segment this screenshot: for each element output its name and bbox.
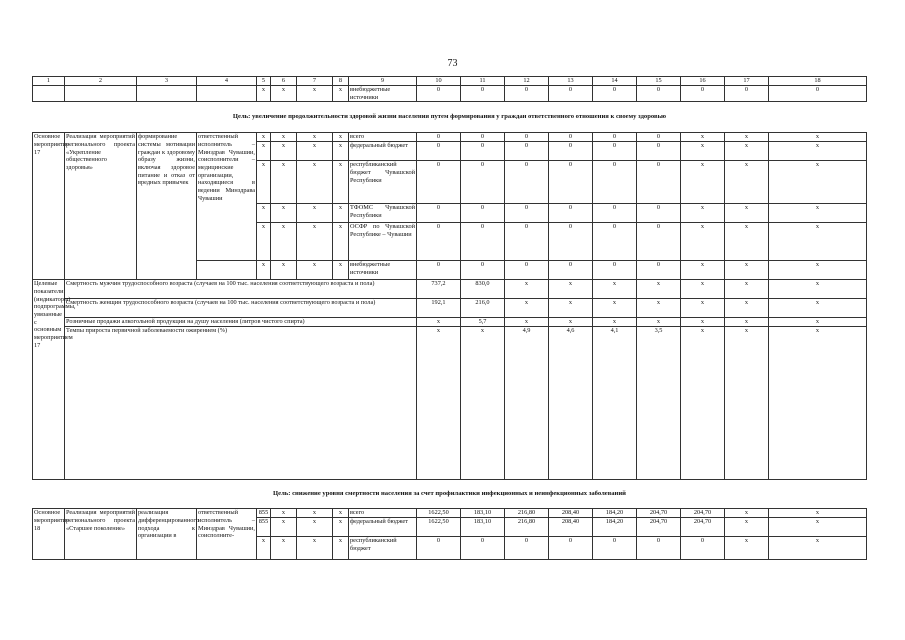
table-cell: 184,20 [593, 518, 637, 537]
table-cell: 0 [593, 204, 637, 223]
table-cell: 0 [505, 223, 549, 261]
table-cell: x [769, 299, 867, 318]
funding-source: ОСФР по Чувашской Республике – Чувашии [349, 223, 417, 261]
table-cell: 183,10 [461, 509, 505, 518]
table-cell: 208,40 [549, 518, 593, 537]
column-header: 4 [197, 77, 257, 86]
column-header: 7 [297, 77, 333, 86]
table-cell: x [769, 133, 867, 142]
table-cell: 0 [681, 86, 725, 102]
column-header: 16 [681, 77, 725, 86]
table-cell: 0 [549, 204, 593, 223]
table-cell: x [725, 299, 769, 318]
column-header: 2 [65, 77, 137, 86]
measure-name: Основное мероприятие 18 [33, 509, 65, 560]
page-number: 73 [447, 58, 458, 69]
funding-source: внебюджетные источники [349, 261, 417, 280]
funding-source: всего [349, 133, 417, 142]
indicators-label: Целевые показатели (индикаторы) подпрограммы, увязанные с основным мероприятием 17 [33, 280, 65, 480]
table-cell: x [769, 261, 867, 280]
table-cell: x [297, 223, 333, 261]
indicator-text: Смертность женщин трудоспособного возраста (случаев на 100 тыс. населения соответствующего возраста и пола) [65, 299, 417, 318]
table-cell: x [271, 142, 297, 161]
column-header: 13 [549, 77, 593, 86]
table-cell: 0 [417, 133, 461, 142]
table-cell: x [725, 280, 769, 299]
table-cell [33, 86, 65, 102]
table-cell: x [725, 223, 769, 261]
table-cell: x [297, 261, 333, 280]
table-cell: x [333, 261, 349, 280]
table-cell: 0 [593, 133, 637, 142]
table-cell: 4,1 [593, 327, 637, 480]
table-cell: 0 [549, 142, 593, 161]
table-cell: 0 [637, 161, 681, 204]
table-cell: x [333, 509, 349, 518]
table-cell: x [681, 280, 725, 299]
table-cell: x [297, 142, 333, 161]
table-cell: 0 [417, 204, 461, 223]
funding-source: всего [349, 509, 417, 518]
table-cell: x [297, 518, 333, 537]
table-row [33, 133, 867, 142]
table-cell: x [681, 327, 725, 480]
funding-source: республиканский бюджет [349, 537, 417, 560]
indicator-row [33, 327, 867, 480]
table-cell: 0 [637, 142, 681, 161]
table-cell: x [549, 318, 593, 327]
column-header: 17 [725, 77, 769, 86]
table-cell: x [769, 509, 867, 518]
table-cell: 0 [417, 223, 461, 261]
table-cell: 0 [461, 204, 505, 223]
table-cell: 192,1 [417, 299, 461, 318]
table-cell: 204,70 [637, 509, 681, 518]
table-cell: 3,5 [637, 327, 681, 480]
table-cell: x [417, 327, 461, 480]
table-cell: x [725, 327, 769, 480]
table-cell: 0 [417, 142, 461, 161]
table-cell: x [333, 518, 349, 537]
table-cell: x [681, 133, 725, 142]
table-cell: x [725, 518, 769, 537]
table-cell: 0 [505, 161, 549, 204]
table-cell: 0 [549, 261, 593, 280]
table-cell: 0 [461, 86, 505, 102]
table-cell: x [505, 299, 549, 318]
table-cell: 0 [593, 537, 637, 560]
goal-heading: Цель: увеличение продолжительности здоровой жизни населения путем формирования у граждан ответственного отношения к своему здоровью [33, 102, 867, 133]
funding-source: федеральный бюджет [349, 142, 417, 161]
project-name: Реализация мероприятий регионального проекта «Укрепление общественного здоровья» [65, 133, 137, 280]
column-header: 3 [137, 77, 197, 86]
table-cell: 0 [549, 86, 593, 102]
table-cell: 4,6 [549, 327, 593, 480]
column-header: 1 [33, 77, 65, 86]
table-cell: x [681, 261, 725, 280]
table-cell: x [593, 299, 637, 318]
table-cell: x [681, 223, 725, 261]
table-cell: x [769, 327, 867, 480]
table-cell: 0 [637, 86, 681, 102]
table-cell: 0 [505, 133, 549, 142]
table-cell: x [769, 204, 867, 223]
table-cell: x [333, 133, 349, 142]
table-cell: x [725, 161, 769, 204]
table-cell: 830,0 [461, 280, 505, 299]
table-cell: x [681, 318, 725, 327]
column-header: 14 [593, 77, 637, 86]
table-cell: x [681, 204, 725, 223]
column-header: 5 [257, 77, 271, 86]
table-cell: x [681, 161, 725, 204]
table-cell: x [637, 318, 681, 327]
indicator-text: Темпы прироста первичной заболеваемости ожирением (%) [65, 327, 417, 480]
table-cell: 0 [637, 537, 681, 560]
table-cell: x [297, 509, 333, 518]
header-row [33, 77, 867, 86]
table-cell: 0 [637, 133, 681, 142]
table-cell: x [297, 161, 333, 204]
table-cell: 737,2 [417, 280, 461, 299]
table-cell: x [769, 223, 867, 261]
indicator-row [33, 299, 867, 318]
column-header: 10 [417, 77, 461, 86]
table-cell: 0 [505, 142, 549, 161]
table-cell: x [637, 299, 681, 318]
table-cell: 0 [593, 261, 637, 280]
table-cell: 0 [769, 86, 867, 102]
table-cell: 0 [461, 537, 505, 560]
table-cell: x [681, 142, 725, 161]
table-cell: x [297, 204, 333, 223]
table-cell: 5,7 [461, 318, 505, 327]
executor: ответственный исполнитель – Минздрав Чувашии, соисполнители – медицинские организации, находящиеся в ведении Минздрава Чувашии [197, 133, 257, 261]
table-cell: x [257, 537, 271, 560]
table-cell: x [769, 318, 867, 327]
table-cell: 0 [681, 537, 725, 560]
table-cell: x [257, 161, 271, 204]
table-cell: 0 [637, 261, 681, 280]
table-cell: x [257, 86, 271, 102]
executor: ответственный исполнитель – Минздрав Чувашии, соисполните- [197, 509, 257, 560]
table-cell: 0 [505, 537, 549, 560]
table-cell: x [271, 133, 297, 142]
table-cell: x [271, 518, 297, 537]
table-cell: 0 [593, 161, 637, 204]
table-cell: 4,9 [505, 327, 549, 480]
table-cell: x [257, 223, 271, 261]
table-cell: 0 [505, 204, 549, 223]
funding-source: республиканский бюджет Чувашской Республики [349, 161, 417, 204]
project-name: Реализация мероприятий регионального проекта «Старшее поколение» [65, 509, 137, 560]
table-cell: 0 [725, 86, 769, 102]
table-cell: x [549, 299, 593, 318]
table-cell: 216,80 [505, 518, 549, 537]
budget-table [32, 76, 867, 560]
table-cell: x [681, 299, 725, 318]
table-cell: 204,70 [681, 509, 725, 518]
table-cell: x [725, 509, 769, 518]
table-cell: x [333, 537, 349, 560]
table-cell: 1622,50 [417, 509, 461, 518]
table-cell: 0 [505, 86, 549, 102]
table-cell: 0 [549, 133, 593, 142]
table-cell: x [769, 161, 867, 204]
table-cell: 0 [461, 161, 505, 204]
funding-source: ТФОМС Чувашской Республики [349, 204, 417, 223]
table-cell: x [333, 142, 349, 161]
table-cell: x [769, 537, 867, 560]
table-cell: x [271, 537, 297, 560]
table-row [33, 509, 867, 518]
table-row [33, 86, 867, 102]
table-cell: x [769, 280, 867, 299]
funding-source: федеральный бюджет [349, 518, 417, 537]
table-cell: x [333, 86, 349, 102]
column-header: 12 [505, 77, 549, 86]
table-cell: x [593, 318, 637, 327]
table-cell: x [725, 133, 769, 142]
table-cell: x [637, 280, 681, 299]
table-cell: x [725, 318, 769, 327]
table-cell: 0 [417, 537, 461, 560]
goal-row [33, 102, 867, 133]
table-cell: x [271, 86, 297, 102]
column-header: 15 [637, 77, 681, 86]
table-cell: x [725, 261, 769, 280]
table-cell: 0 [549, 537, 593, 560]
table-cell: 0 [505, 261, 549, 280]
table-cell: 0 [417, 161, 461, 204]
column-header: 11 [461, 77, 505, 86]
table-cell: x [333, 161, 349, 204]
funding-source: внебюджетные источники [349, 86, 417, 102]
table-cell: 0 [593, 142, 637, 161]
table-cell: x [271, 223, 297, 261]
table-cell: 216,0 [461, 299, 505, 318]
table-cell: x [297, 537, 333, 560]
table-cell: x [257, 142, 271, 161]
table-cell: 0 [593, 223, 637, 261]
column-header: 6 [271, 77, 297, 86]
table-cell: 204,70 [681, 518, 725, 537]
table-cell: x [271, 204, 297, 223]
measure-goal: формирование системы мотивации граждан к здоровому образу жизни, включая здоровое питание и отказ от вредных привычек [137, 133, 197, 280]
indicator-text: Розничные продажи алкогольной продукции на душу населения (литров чистого спирта) [65, 318, 417, 327]
table-cell: x [725, 204, 769, 223]
table-cell: 0 [461, 261, 505, 280]
table-cell [137, 86, 197, 102]
table-cell: 0 [549, 223, 593, 261]
table-cell [197, 261, 257, 280]
column-header: 9 [349, 77, 417, 86]
table-cell: x [333, 204, 349, 223]
indicator-row [33, 318, 867, 327]
table-cell [65, 86, 137, 102]
table-cell: x [297, 133, 333, 142]
table-cell: x [257, 261, 271, 280]
table-cell: x [505, 280, 549, 299]
table-cell: x [271, 509, 297, 518]
table-cell: x [271, 161, 297, 204]
table-cell: x [297, 86, 333, 102]
table-cell: 1622,50 [417, 518, 461, 537]
table-cell: 204,70 [637, 518, 681, 537]
table-cell: 216,80 [505, 509, 549, 518]
table-cell: 0 [637, 223, 681, 261]
table-cell: x [769, 518, 867, 537]
table-cell: x [257, 133, 271, 142]
table-cell: 0 [461, 133, 505, 142]
table-cell [197, 86, 257, 102]
column-header: 8 [333, 77, 349, 86]
table-cell: x [725, 537, 769, 560]
table-cell: 0 [549, 161, 593, 204]
indicator-row [33, 280, 867, 299]
table-cell: 0 [417, 86, 461, 102]
table-cell: 855 [257, 509, 271, 518]
table-cell: x [725, 142, 769, 161]
table-cell: x [549, 280, 593, 299]
table-cell: x [769, 142, 867, 161]
measure-name: Основное мероприятие 17 [33, 133, 65, 280]
goal-row [33, 480, 867, 509]
table-cell: 183,10 [461, 518, 505, 537]
column-header: 18 [769, 77, 867, 86]
table-cell: 0 [461, 223, 505, 261]
measure-goal: реализация дифференцированного подхода к организации в [137, 509, 197, 560]
table-cell: x [333, 223, 349, 261]
table-cell: x [271, 261, 297, 280]
goal-heading: Цель: снижение уровня смертности населения за счет профилактики инфекционных и неинфекционных заболеваний [33, 480, 867, 509]
table-cell: 0 [461, 142, 505, 161]
table-body [33, 77, 867, 560]
table-cell: x [257, 204, 271, 223]
table-cell: x [461, 327, 505, 480]
table-cell: 0 [637, 204, 681, 223]
table-cell: 855 [257, 518, 271, 537]
table-cell: 184,20 [593, 509, 637, 518]
table-cell: x [417, 318, 461, 327]
table-cell: 0 [593, 86, 637, 102]
indicator-text: Смертность мужчин трудоспособного возраста (случаев на 100 тыс. населения соответствующего возраста и пола) [65, 280, 417, 299]
table-cell: x [505, 318, 549, 327]
table-cell: x [593, 280, 637, 299]
table-cell: 208,40 [549, 509, 593, 518]
table-cell: 0 [417, 261, 461, 280]
